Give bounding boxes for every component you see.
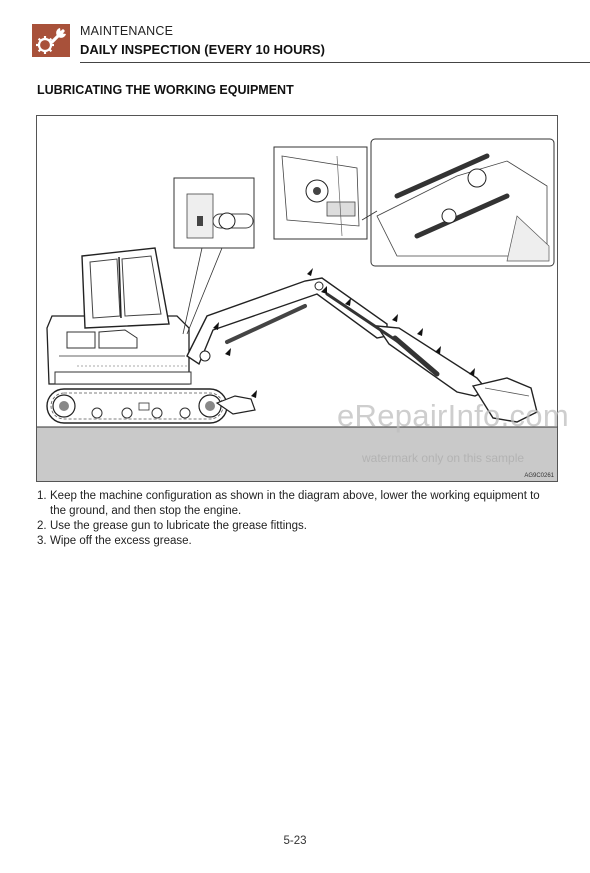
instruction-list xyxy=(37,489,557,549)
figure-code: AG9C0261 xyxy=(524,473,554,479)
step-number: 2. xyxy=(37,520,47,532)
header-divider xyxy=(80,62,590,63)
page-title: DAILY INSPECTION (EVERY 10 HOURS) xyxy=(80,42,325,57)
step-number: 3. xyxy=(37,535,47,547)
wrench-and-gear-icon xyxy=(32,24,70,57)
section-heading: LUBRICATING THE WORKING EQUIPMENT xyxy=(37,83,294,97)
watermark-note: watermark only on this sample xyxy=(362,451,525,465)
section-label: MAINTENANCE xyxy=(80,24,174,38)
inset-arm-pivot xyxy=(362,139,554,266)
instruction-step xyxy=(37,534,557,549)
instruction-step xyxy=(37,519,557,534)
step-text: Use the grease gun to lubricate the grease fittings. xyxy=(50,520,307,532)
inset-boom-foot xyxy=(274,147,367,239)
step-number: 1. xyxy=(37,490,47,502)
watermark-brand: eRepairInfo.com xyxy=(337,398,569,433)
step-text: Wipe off the excess grease. xyxy=(50,535,192,547)
track-assembly xyxy=(47,389,227,423)
instruction-step xyxy=(37,489,557,519)
step-text: Keep the machine configuration as shown in the diagram above, lower the working equipment to the ground, and then stop the engine. xyxy=(50,490,540,517)
page-number: 5-23 xyxy=(283,835,307,847)
